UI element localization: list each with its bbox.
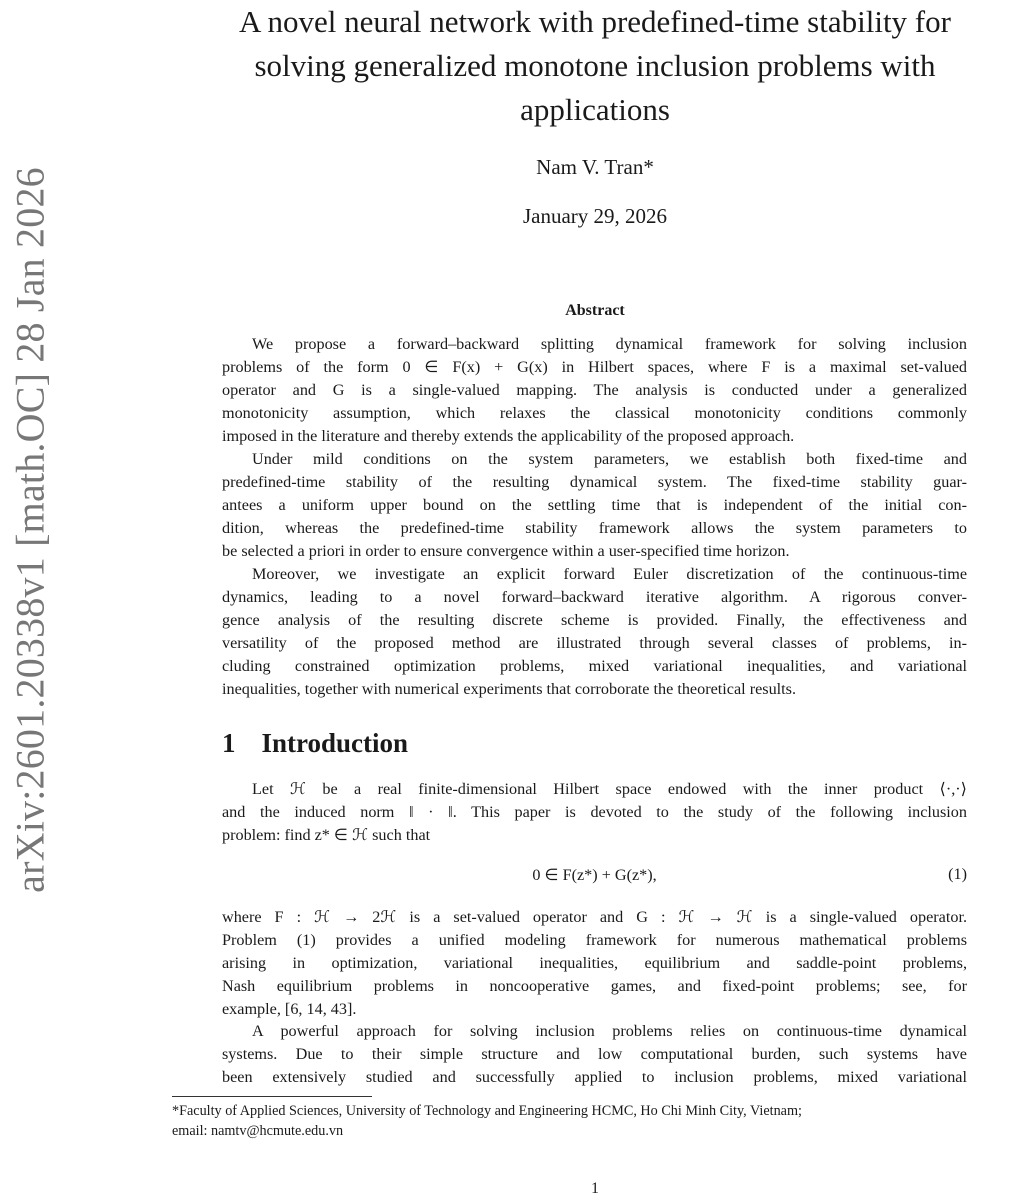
text-line: inequalities, together with numerical experiments that corroborate the theoretical results.: [222, 680, 797, 699]
equation-expression: 0 ∈ F(z*) + G(z*),: [532, 866, 657, 884]
text-line: imposed in the literature and thereby extends the applicability of the proposed approach.: [222, 427, 795, 446]
text-line: monotonicity assumption, which relaxes the classical monotonicity conditions commonly: [222, 404, 967, 423]
text-line: operator and G is a single-valued mapping. The analysis is conducted under a generalized: [222, 381, 967, 400]
text-line: We propose a forward–backward splitting dynamical framework for solving inclusion: [252, 335, 967, 353]
paper-title: [170, 0, 1018, 132]
text-line: be selected a priori in order to ensure convergence within a user-specified time horizon.: [222, 542, 790, 561]
section-title: Introduction: [261, 728, 409, 758]
text-line: gence analysis of the resulting discrete scheme is provided. Finally, the effectiveness and: [222, 611, 967, 630]
section-heading: [222, 728, 408, 759]
title-line: solving generalized monotone inclusion problems with: [254, 48, 936, 83]
text-line: Moreover, we investigate an explicit forward Euler discretization of the continuous-time: [252, 565, 967, 583]
arxiv-stamp: [0, 0, 56, 1200]
text-line: Problem (1) provides a unified modeling framework for numerous mathematical problems: [222, 931, 967, 950]
footnote-line: email: namtv@hcmute.edu.vn: [172, 1123, 344, 1139]
text-line: where F : ℋ → 2ℋ is a set-valued operator and G : ℋ → ℋ is a single-valued operator.: [222, 908, 967, 926]
footnote-line: *Faculty of Applied Sciences, University of Technology and Engineering HCMC, Ho Chi Minh City, Vietnam;: [172, 1103, 802, 1119]
section-number: 1: [222, 728, 236, 758]
text-line: problem: find z* ∈ ℋ such that: [222, 826, 431, 845]
text-line: problems of the form 0 ∈ F(x) + G(x) in Hilbert spaces, where F is a maximal set-valued: [222, 358, 967, 377]
footnote-rule: [172, 1096, 372, 1097]
abstract-paragraph: [222, 563, 967, 702]
text-line: dition, whereas the predefined-time stability framework allows the system parameters to: [222, 519, 967, 538]
text-line: and the induced norm ‖ · ‖. This paper is devoted to the study of the following inclusion: [222, 803, 967, 822]
text-line: systems. Due to their simple structure and low computational burden, such systems have: [222, 1045, 967, 1064]
title-line: A novel neural network with predefined-time stability for: [239, 4, 951, 39]
text-line: antees a uniform upper bound on the settling time that is independent of the initial con-: [222, 496, 967, 515]
abstract-heading: Abstract: [565, 302, 625, 319]
page-number: 1: [591, 1180, 599, 1197]
paper-date: January 29, 2026: [522, 204, 668, 228]
text-line: arising in optimization, variational inequalities, equilibrium and saddle-point problems,: [222, 954, 967, 973]
text-line: Let ℋ be a real finite-dimensional Hilbert space endowed with the inner product ⟨·,·⟩: [252, 780, 967, 798]
author-name: Nam V. Tran*: [536, 155, 654, 179]
text-line: Under mild conditions on the system parameters, we establish both fixed-time and: [252, 450, 967, 468]
text-line: cluding constrained optimization problems, mixed variational inequalities, and variational: [222, 657, 967, 676]
text-line: dynamics, leading to a novel forward–backward iterative algorithm. A rigorous conver-: [222, 588, 967, 607]
text-line: example, [6, 14, 43].: [222, 1000, 357, 1019]
intro-paragraph: [222, 1020, 967, 1089]
title-line: applications: [520, 92, 670, 127]
text-line: versatility of the proposed method are illustrated through several classes of problems, in-: [222, 634, 967, 653]
text-line: predefined-time stability of the resulting dynamical system. The fixed-time stability guar-: [222, 473, 967, 492]
abstract-paragraph: [222, 333, 967, 448]
abstract-paragraph: [222, 448, 967, 563]
arxiv-stamp-text: arXiv:2601.20338v1 [math.OC] 28 Jan 2026: [7, 167, 53, 893]
text-line: been extensively studied and successfully applied to inclusion problems, mixed variational: [222, 1068, 967, 1087]
text-line: A powerful approach for solving inclusion problems relies on continuous-time dynamical: [252, 1022, 967, 1040]
equation-number: (1): [948, 865, 967, 883]
intro-paragraph: [222, 906, 967, 1021]
text-line: Nash equilibrium problems in noncooperative games, and fixed-point problems; see, for: [222, 977, 967, 996]
intro-paragraph: [222, 778, 967, 847]
footnote: [172, 1101, 1018, 1141]
